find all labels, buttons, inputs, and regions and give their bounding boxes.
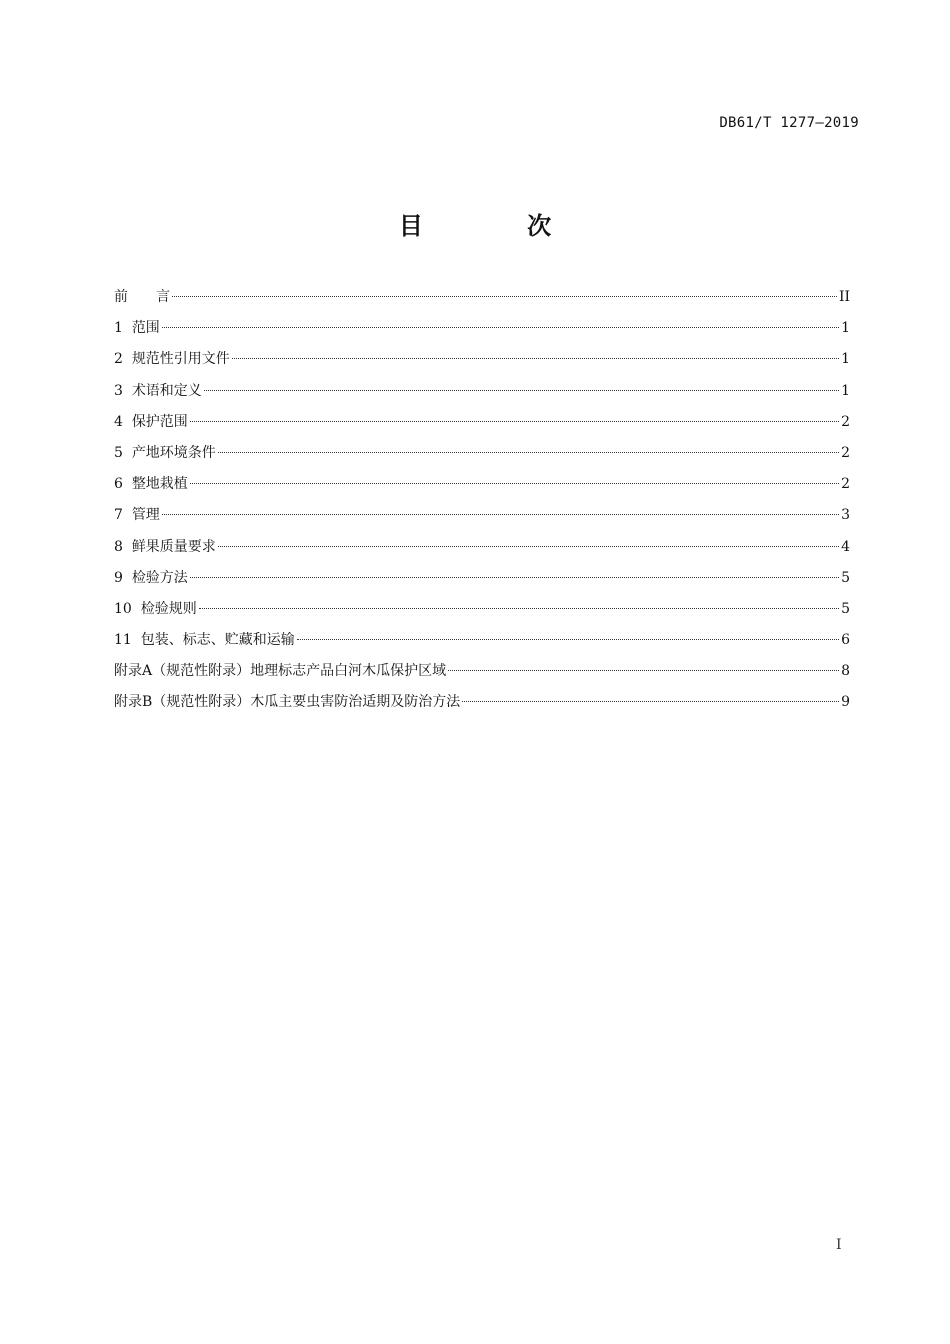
toc-entry-title: 规范性引用文件 bbox=[131, 351, 230, 368]
toc-dot-leader bbox=[462, 701, 839, 702]
toc-dot-leader bbox=[232, 358, 839, 359]
toc-entry-title: 保护范围 bbox=[131, 413, 188, 430]
toc-entry-title: 整地栽植 bbox=[131, 476, 188, 493]
toc-entry-number: 6 bbox=[114, 476, 132, 493]
toc-entry-page: 5 bbox=[841, 569, 850, 586]
toc-entry-number: 11 bbox=[114, 632, 141, 649]
toc-dot-leader bbox=[204, 390, 839, 391]
toc-entry-number: 10 bbox=[114, 600, 141, 617]
toc-dot-leader bbox=[162, 514, 839, 515]
toc-entry-3[interactable] bbox=[114, 380, 850, 411]
toc-entry-page: 5 bbox=[841, 600, 850, 617]
toc-entry-6[interactable] bbox=[114, 473, 850, 504]
toc-entry-preface[interactable] bbox=[114, 286, 850, 317]
toc-entry-page: 1 bbox=[841, 320, 850, 337]
toc-entry-page: 1 bbox=[841, 382, 850, 399]
toc-title: 目 次 bbox=[398, 212, 600, 240]
toc-entry-number: 4 bbox=[114, 413, 132, 430]
toc-entry-7[interactable] bbox=[114, 504, 850, 535]
toc-entry-page: 9 bbox=[841, 694, 850, 711]
toc-entry-number: 3 bbox=[114, 382, 132, 399]
toc-entry-title: 检验规则 bbox=[140, 600, 197, 617]
toc-entry-page: 8 bbox=[841, 663, 850, 680]
table-of-contents bbox=[114, 286, 850, 723]
toc-dot-leader bbox=[162, 327, 839, 328]
toc-entry-title: 附录B（规范性附录）木瓜主要虫害防治适期及防治方法 bbox=[114, 694, 461, 711]
footer-page-number: I bbox=[836, 1237, 842, 1253]
toc-entry-title: 附录A（规范性附录）地理标志产品白河木瓜保护区域 bbox=[114, 663, 447, 680]
toc-dot-leader bbox=[190, 577, 839, 578]
toc-entry-number: 2 bbox=[114, 351, 132, 368]
toc-entry-page: 2 bbox=[841, 444, 850, 461]
toc-entry-title: 鲜果质量要求 bbox=[131, 538, 216, 555]
toc-entry-number: 9 bbox=[114, 569, 132, 586]
toc-dot-leader bbox=[199, 608, 839, 609]
toc-dot-leader bbox=[297, 639, 839, 640]
toc-dot-leader bbox=[218, 546, 839, 547]
toc-entry-page: 1 bbox=[841, 351, 850, 368]
toc-entry-10[interactable] bbox=[114, 598, 850, 629]
toc-entry-appendix-b[interactable] bbox=[114, 691, 850, 722]
toc-entry-number: 1 bbox=[114, 320, 132, 337]
toc-entry-11[interactable] bbox=[114, 629, 850, 660]
toc-entry-1[interactable] bbox=[114, 317, 850, 348]
toc-dot-leader bbox=[172, 296, 837, 297]
toc-dot-leader bbox=[218, 452, 839, 453]
toc-entry-title: 包装、标志、贮藏和运输 bbox=[140, 632, 295, 649]
toc-entry-number: 7 bbox=[114, 507, 132, 524]
toc-entry-4[interactable] bbox=[114, 411, 850, 442]
toc-entry-appendix-a[interactable] bbox=[114, 660, 850, 691]
toc-dot-leader bbox=[190, 483, 839, 484]
toc-entry-page: 3 bbox=[841, 507, 850, 524]
toc-entry-8[interactable] bbox=[114, 536, 850, 567]
toc-entry-title: 范围 bbox=[131, 320, 160, 337]
toc-entry-title: 管理 bbox=[131, 507, 160, 524]
toc-entry-page: 2 bbox=[841, 413, 850, 430]
toc-dot-leader bbox=[448, 670, 839, 671]
toc-entry-5[interactable] bbox=[114, 442, 850, 473]
toc-dot-leader bbox=[190, 421, 839, 422]
toc-entry-title: 产地环境条件 bbox=[131, 444, 216, 461]
document-code: DB61/T 1277—2019 bbox=[719, 115, 859, 131]
toc-entry-title: 术语和定义 bbox=[131, 382, 202, 399]
toc-entry-2[interactable] bbox=[114, 348, 850, 379]
toc-entry-9[interactable] bbox=[114, 567, 850, 598]
toc-entry-page: 6 bbox=[841, 632, 850, 649]
toc-entry-page: 4 bbox=[841, 538, 850, 555]
toc-entry-title: 检验方法 bbox=[131, 569, 188, 586]
toc-entry-number: 5 bbox=[114, 444, 132, 461]
toc-entry-page: II bbox=[838, 289, 850, 305]
toc-entry-title: 前 言 bbox=[114, 289, 170, 305]
toc-entry-number: 8 bbox=[114, 538, 132, 555]
toc-entry-page: 2 bbox=[841, 476, 850, 493]
